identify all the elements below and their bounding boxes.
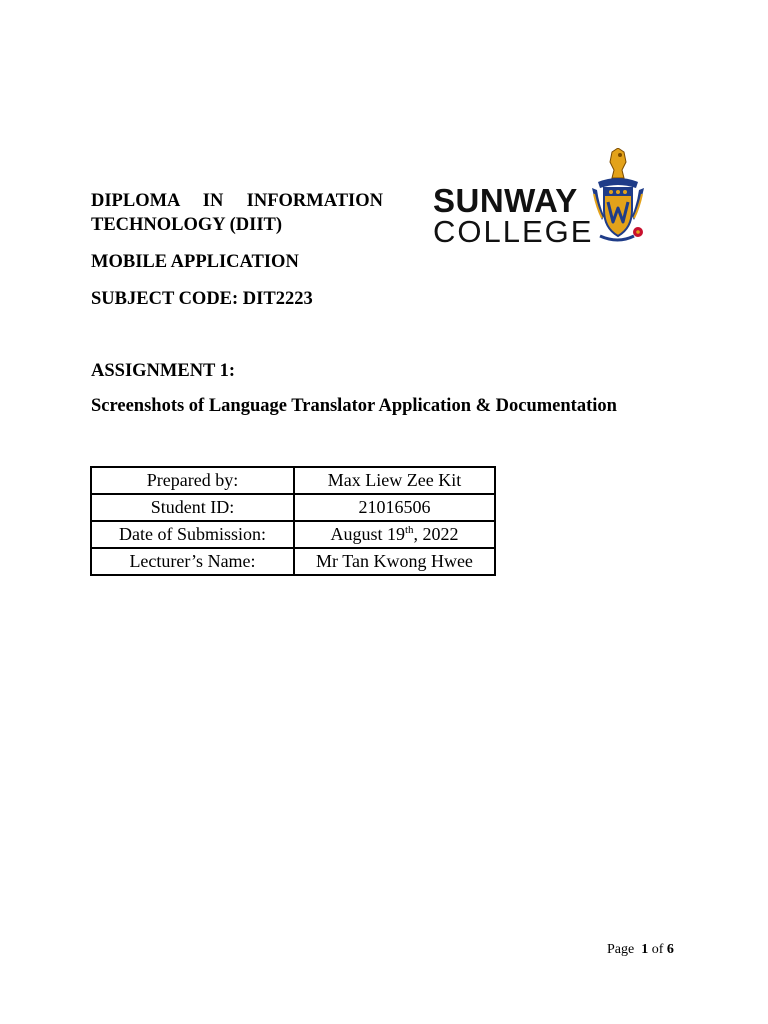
page-of-word: of — [651, 942, 664, 957]
page-word: Page — [607, 942, 635, 957]
page-current: 1 — [641, 942, 649, 957]
college-logo — [430, 148, 650, 248]
submission-date-label: Date of Submission: — [91, 521, 294, 548]
student-id-label: Student ID: — [91, 494, 294, 521]
diploma-title-line2: TECHNOLOGY (DIIT) — [91, 215, 283, 235]
table-row — [91, 548, 495, 575]
submission-date-day: August 19 — [330, 524, 405, 544]
page-number — [607, 942, 674, 958]
college-crest-icon — [590, 148, 646, 244]
submission-date-value — [294, 521, 495, 548]
table-row — [91, 494, 495, 521]
student-info-table — [90, 466, 496, 576]
course-name: MOBILE APPLICATION — [91, 252, 299, 272]
lecturer-name-label: Lecturer’s Name: — [91, 548, 294, 575]
logo-wordmark-line1: SUNWAY — [433, 182, 578, 219]
assignment-number: ASSIGNMENT 1: — [91, 361, 236, 381]
lecturer-name-value: Mr Tan Kwong Hwee — [294, 548, 495, 575]
page-total: 6 — [666, 942, 674, 957]
student-id-value: 21016506 — [294, 494, 495, 521]
submission-date-ordinal: th — [404, 524, 414, 536]
logo-wordmark-line2: COLLEGE — [433, 214, 594, 249]
submission-date-year: , 2022 — [413, 524, 459, 544]
prepared-by-value: Max Liew Zee Kit — [294, 467, 495, 494]
table-row — [91, 467, 495, 494]
diploma-title-line1: DIPLOMA IN INFORMATION — [91, 191, 383, 211]
assignment-title: Screenshots of Language Translator Application & Documentation — [91, 396, 617, 416]
table-row — [91, 521, 495, 548]
subject-code: SUBJECT CODE: DIT2223 — [91, 289, 313, 309]
prepared-by-label: Prepared by: — [91, 467, 294, 494]
